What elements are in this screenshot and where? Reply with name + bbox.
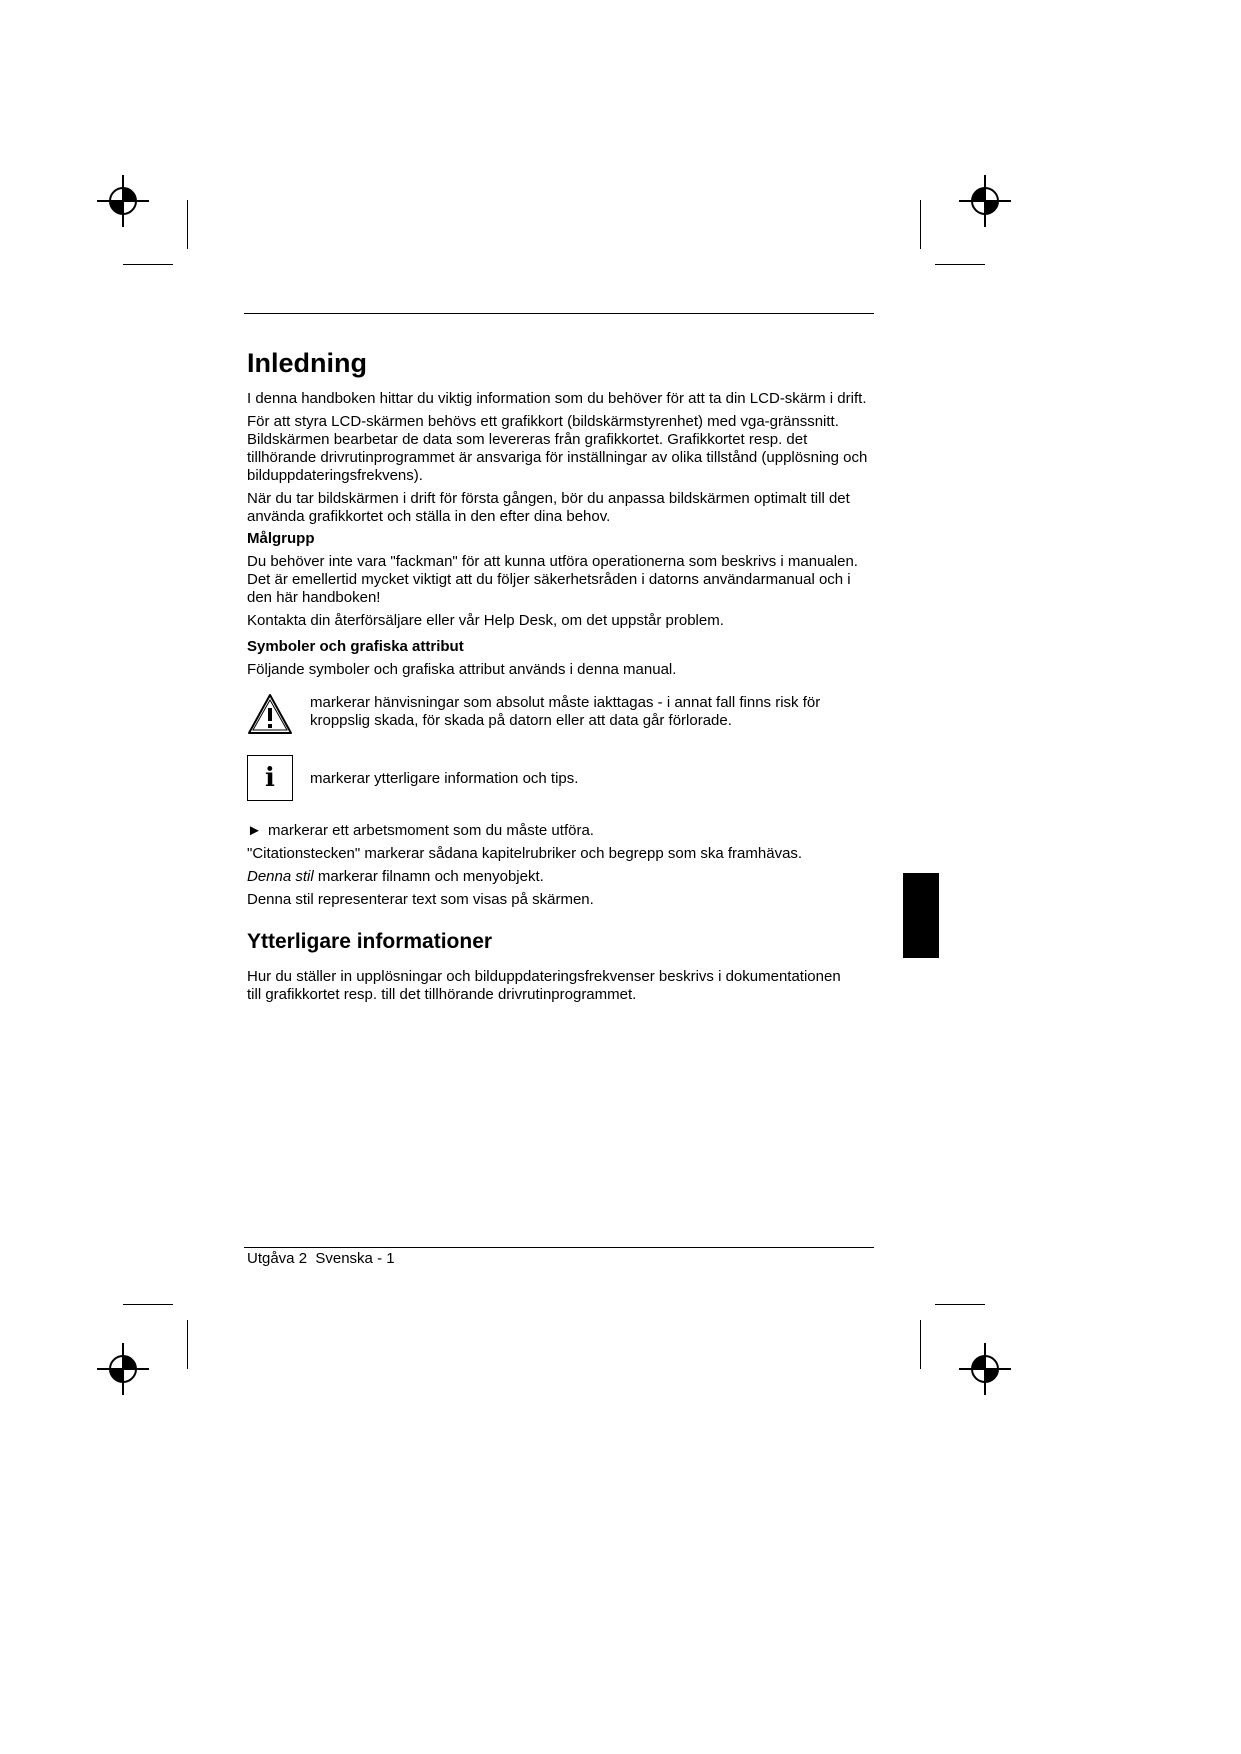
crop-mark xyxy=(920,200,921,249)
screen-text-description: Denna stil representerar text som visas på skärmen. xyxy=(247,891,594,908)
section-heading: Målgrupp xyxy=(247,530,315,547)
chapter-tab-marker xyxy=(903,873,939,958)
step-arrow-icon: ► xyxy=(247,822,262,839)
warning-description: markerar hänvisningar som absolut måste iakttagas - i annat fall finns risk för kroppslig skada, för skada på datorn eller att data går förlorade. xyxy=(310,694,821,729)
style-example-italic: Denna stil xyxy=(247,868,314,885)
page-footer: Utgåva 2 Svenska - 1 xyxy=(247,1250,395,1267)
paragraph: För att styra LCD-skärmen behövs ett grafikkort (bildskärmstyrenhet) med vga-gränssnitt. Bildskärmen bearbetar de data som levereras från grafikkortet. Grafikkortet resp. det tillhörande drivrutinprogrammet är ansvariga för inställningar av olika tillstånd (upplösning och bilduppdateringsfrekvens). xyxy=(247,413,868,484)
registration-mark-icon xyxy=(959,175,1011,227)
section-heading: Symboler och grafiska attribut xyxy=(247,638,464,655)
registration-mark-icon xyxy=(97,175,149,227)
crop-mark xyxy=(935,264,985,265)
step-description: markerar ett arbetsmoment som du måste utföra. xyxy=(268,822,594,839)
intro-section xyxy=(247,390,872,526)
paragraph: När du tar bildskärmen i drift för första gången, bör du anpassa bildskärmen optimalt till det använda grafikkortet och ställa in den efter dina behov. xyxy=(247,490,850,525)
paragraph: Hur du ställer in upplösningar och bilduppdateringsfrekvenser beskrivs i dokumentationen till grafikkortet resp. till det tillhörande drivrutinprogrammet. xyxy=(247,968,841,1003)
info-icon: i xyxy=(247,755,293,801)
header-rule xyxy=(244,313,874,314)
warning-triangle-icon xyxy=(247,693,293,735)
target-group-section xyxy=(247,553,872,630)
page-title: Inledning xyxy=(247,348,367,378)
crop-mark xyxy=(187,1320,188,1369)
info-description: markerar ytterligare information och tips. xyxy=(310,770,579,787)
footer-rule xyxy=(244,1247,874,1248)
style-description xyxy=(247,868,872,886)
crop-mark xyxy=(935,1304,985,1305)
crop-mark xyxy=(187,200,188,249)
registration-mark-icon xyxy=(959,1343,1011,1395)
crop-mark xyxy=(123,264,173,265)
paragraph: Du behöver inte vara "fackman" för att kunna utföra operationerna som beskrivs i manualen. Det är emellertid mycket viktigt att du följer säkerhetsråden i datorns användarmanual och i den här handboken! xyxy=(247,553,858,606)
style-example-rest: markerar filnamn och menyobjekt. xyxy=(313,868,544,885)
quote-description: "Citationstecken" markerar sådana kapitelrubriker och begrepp som ska framhävas. xyxy=(247,845,803,862)
crop-mark xyxy=(920,1320,921,1369)
paragraph: I denna handboken hittar du viktig information som du behöver för att ta din LCD-skärm i drift. xyxy=(247,390,867,407)
paragraph: Kontakta din återförsäljare eller vår Help Desk, om det uppstår problem. xyxy=(247,612,724,629)
section-title: Ytterligare informationer xyxy=(247,930,493,953)
paragraph: Följande symboler och grafiska attribut används i denna manual. xyxy=(247,661,677,678)
crop-mark xyxy=(123,1304,173,1305)
registration-mark-icon xyxy=(97,1343,149,1395)
